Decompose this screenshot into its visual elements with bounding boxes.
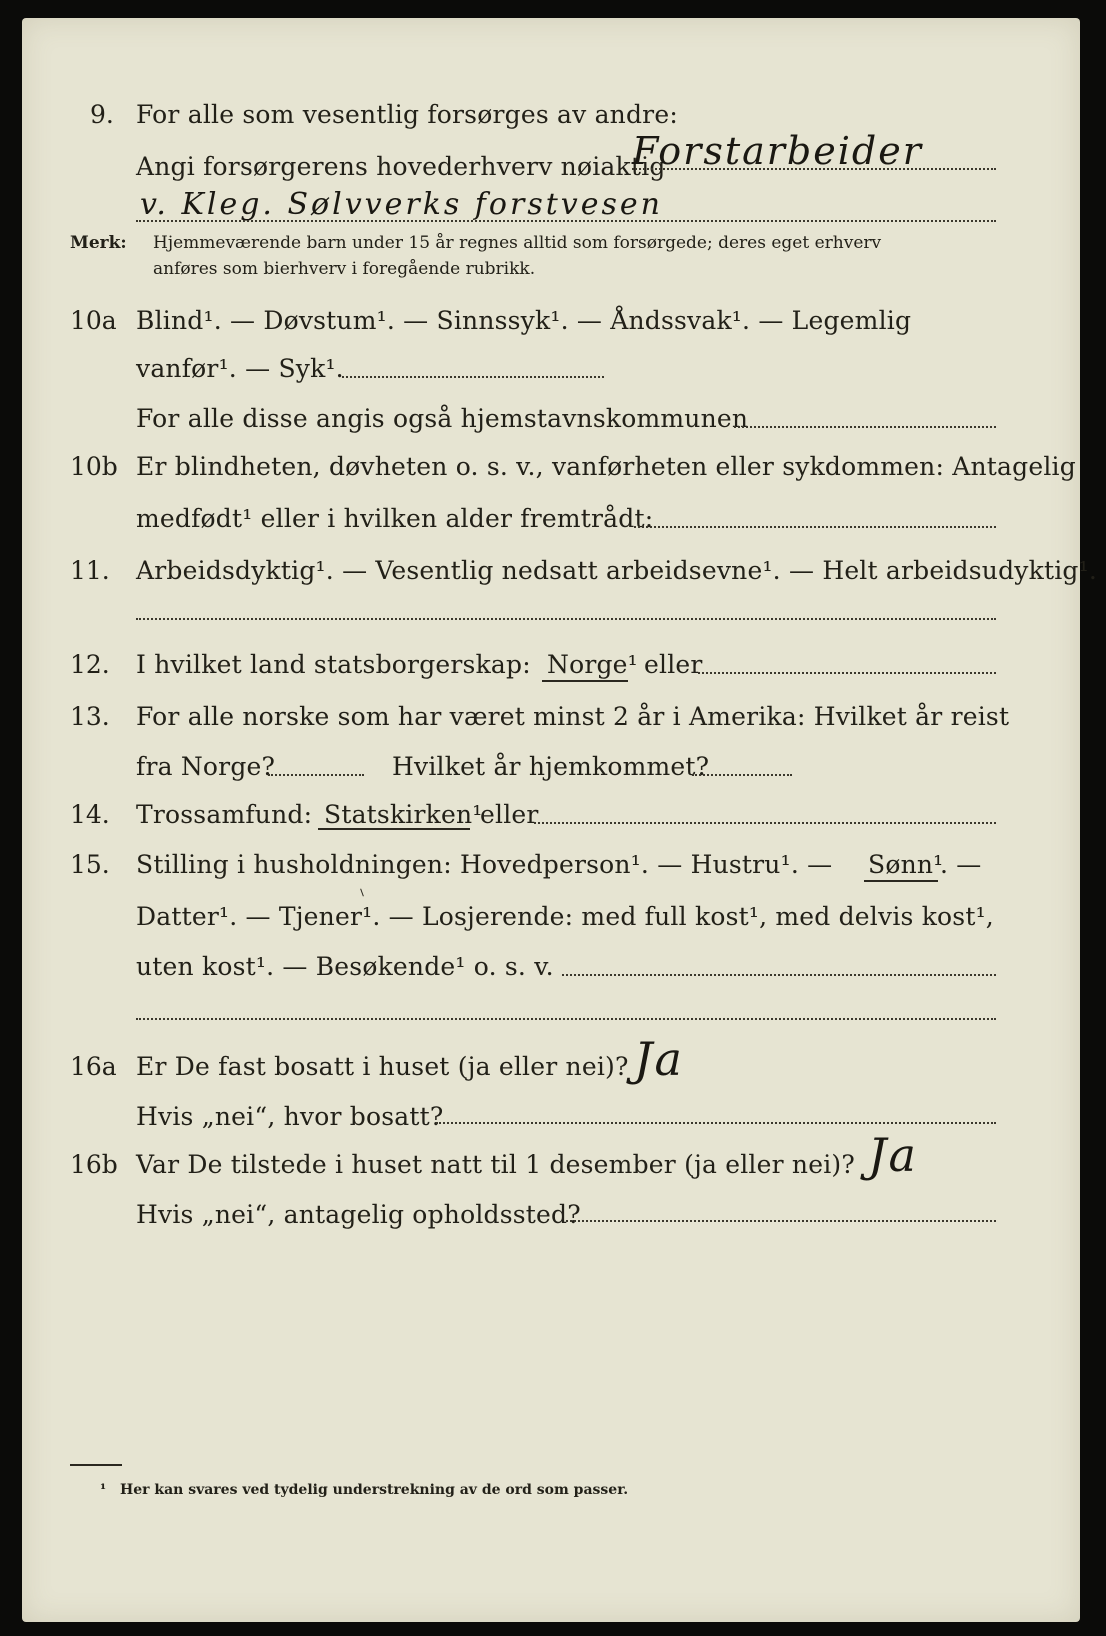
q14-statskirken-underline <box>318 828 470 830</box>
q13-line1: For alle norske som har været minst 2 år i Amerika: Hvilket år reist <box>136 702 1010 731</box>
q16b-handwritten-answer: Ja <box>868 1128 918 1182</box>
merk-label: Merk: <box>70 233 127 253</box>
footnote-text: Her kan svares ved tydelig understrekning av de ord som passer. <box>120 1482 629 1498</box>
footnote-rule <box>70 1464 122 1466</box>
q15-sonn: Sønn¹ <box>868 850 944 879</box>
q15-sonn-underline <box>864 880 938 882</box>
q14-eller: eller <box>480 800 539 829</box>
q12-text: I hvilket land statsborgerskap: <box>136 650 531 679</box>
q14-statskirken: Statskirken¹ <box>324 800 483 829</box>
q10a-number: 10a <box>70 306 117 335</box>
q15-extra-line <box>136 1018 996 1020</box>
q14-other-line <box>534 822 996 824</box>
q10b-number: 10b <box>70 452 118 481</box>
q9-line2: Angi forsørgerens hovederhverv nøiaktig <box>136 152 666 181</box>
q14-text: Trossamfund: <box>136 800 313 829</box>
q15-number: 15. <box>70 850 110 879</box>
q13-line2a: fra Norge? <box>136 752 276 781</box>
q14-number: 14. <box>70 800 110 829</box>
q13-line2b: Hvilket år hjemkommet? <box>392 752 710 781</box>
q13-reist-line <box>268 774 364 776</box>
q10b-line2: medfødt¹ eller i hvilken alder fremtrådt: <box>136 504 654 533</box>
q9-answer-line1 <box>632 168 996 170</box>
q15-line1a: Stilling i husholdningen: Hovedperson¹. — Hustru¹. — <box>136 850 833 879</box>
q16a-handwritten-answer: Ja <box>634 1032 684 1086</box>
q15-line1b: . — <box>940 850 982 879</box>
q12-norge: Norge¹ <box>547 650 638 679</box>
q9-handwritten-answer2: v. Kleg. Sølvverks forstvesen <box>140 187 663 222</box>
q15-other-line <box>562 974 996 976</box>
q11-answer-line <box>136 618 996 620</box>
footnote-mark: ¹ <box>100 1482 107 1498</box>
q16b-line2: Hvis „nei“, antagelig opholdssted? <box>136 1200 581 1229</box>
q10a-line2: vanfør¹. — Syk¹. <box>136 354 344 383</box>
q15-line2: Datter¹. — Tjener¹. — Losjerende: med full kost¹, med delvis kost¹, <box>136 902 994 931</box>
q15-line3: uten kost¹. — Besøkende¹ o. s. v. <box>136 952 554 981</box>
merk-line1: Hjemmeværende barn under 15 år regnes alltid som forsørgede; deres eget erhverv <box>153 233 882 253</box>
q9-number: 9. <box>90 100 114 129</box>
q13-hjemkommet-line <box>692 774 792 776</box>
q10b-line1: Er blindheten, døvheten o. s. v., vanførheten eller sykdommen: Antagelig <box>136 452 1076 481</box>
q12-norge-underline <box>542 680 628 682</box>
merk-line2: anføres som bierhverv i foregående rubrikk. <box>153 259 536 279</box>
q10a-line3: For alle disse angis også hjemstavnskommunen <box>136 404 749 433</box>
q13-number: 13. <box>70 702 110 731</box>
q16b-opholdssted-line <box>566 1220 996 1222</box>
q12-other-line <box>698 672 996 674</box>
q9-answer-line2 <box>136 220 996 222</box>
q15-pen-tick <box>360 889 364 897</box>
q12-number: 12. <box>70 650 110 679</box>
q10b-alder-line <box>634 526 996 528</box>
q11-line1: Arbeidsdyktig¹. — Vesentlig nedsatt arbeidsevne¹. — Helt arbeidsudyktig¹. <box>136 556 1097 585</box>
q10a-syk-line <box>342 376 604 378</box>
q9-handwritten-answer1: Forstarbeider <box>632 129 923 173</box>
q16b-number: 16b <box>70 1150 118 1179</box>
q9-line1: For alle som vesentlig forsørges av andre: <box>136 100 678 129</box>
q10a-line1: Blind¹. — Døvstum¹. — Sinnssyk¹. — Åndssvak¹. — Legemlig <box>136 306 912 335</box>
census-form-page <box>22 18 1097 1622</box>
q11-number: 11. <box>70 556 110 585</box>
q16a-line2: Hvis „nei“, hvor bosatt? <box>136 1102 444 1131</box>
q12-eller: eller <box>644 650 703 679</box>
q16a-number: 16a <box>70 1052 117 1081</box>
q16a-line1: Er De fast bosatt i huset (ja eller nei)? <box>136 1052 629 1081</box>
q16a-bosatt-line <box>436 1122 996 1124</box>
q16b-line1: Var De tilstede i huset natt til 1 desember (ja eller nei)? <box>136 1150 855 1179</box>
q10a-kommune-line <box>734 426 996 428</box>
